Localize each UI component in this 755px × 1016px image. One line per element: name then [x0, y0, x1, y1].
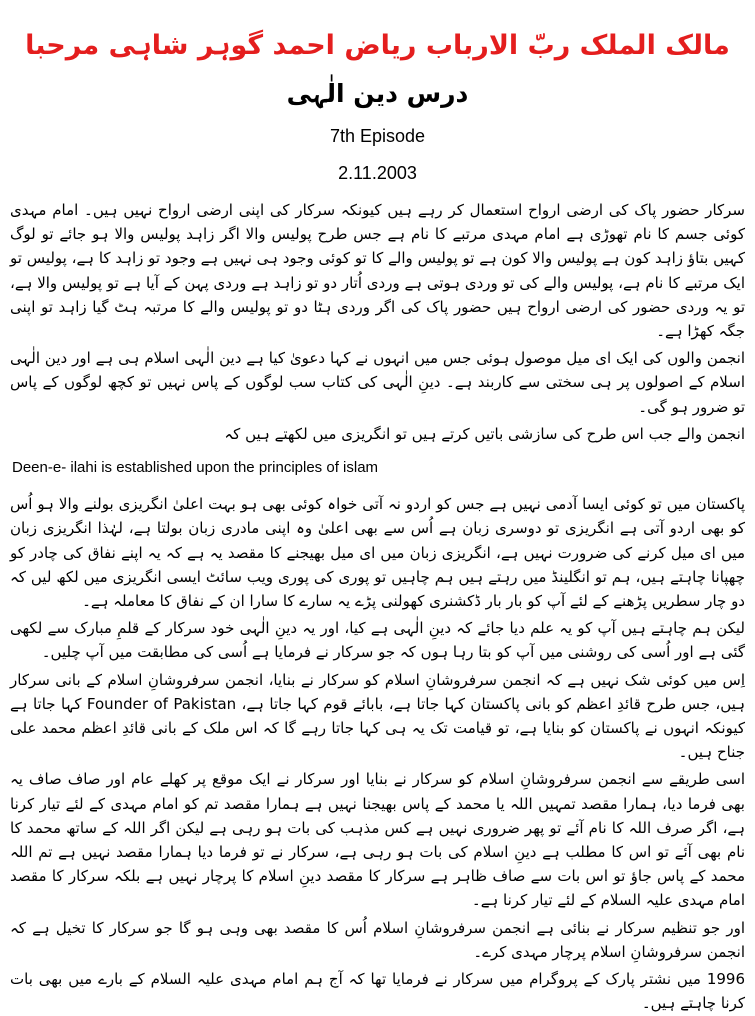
english-quote: Deen-e- ilahi is established upon the principles of islam: [12, 459, 379, 477]
paragraph: 1996 میں نشتر پارک کے پروگرام میں سرکار نے فرمایا تھا کہ آج ہم امام مہدی علیہ السلام کے بارے میں بھی بات کرنا چاہتے ہیں۔: [10, 970, 745, 1013]
paragraph: لیکن ہم چاہتے ہیں آپ کو یہ علم دیا جائے کہ دینِ الٰہی ہے کیا، اور یہ دینِ الٰہی خود سرکار کے قلمِ مبارک سے لکھی گئی ہے اور اُسی کی روشنی میں آپ کو بتا رہا ہوں کہ جو سرکار نے فرمایا ہے اُسی کی مطابقت میں آپ چلیں۔: [10, 619, 745, 662]
page-subtitle: درس دین الٰہی: [286, 79, 469, 108]
document-body: [10, 198, 745, 1016]
page-title: مالک الملک ربّ الارباب ریاض احمد گوہر شاہی مرحبا: [25, 30, 730, 61]
date-label: 2.11.2003: [338, 163, 417, 183]
paragraph: سرکار حضور پاک کی ارضی ارواح استعمال کر رہے ہیں کیونکہ سرکار کی اپنی ارضی ارواح نہیں ہیں۔ امام مہدی کوئی جسم کا نام تھوڑی ہے امام مہدی مرتبے کا نام ہے جس طرح پولیس والا اگر زاہد پولیس والا ہو جائے تو لوگ کہیں بتاؤ زاہد کون ہے پولیس والا کون ہے تو پولیس والے کا تو کوئی وجود ہی نہیں ہے وجود تو زاہد کا ہے، پولیس تو ایک مرتبے کا نام ہے، پولیس والے کی تو وردی ہوتی ہے وردی اُتار دو تو زاہد ہے وردی پہن کے آیا ہے تو پولیس والا ہے، تو یہ وردی حضور کی ارضی ارواح ہیں حضور پاک کی اگر وردی ہٹا دو تو پولیس والے کا مرتبہ ہٹ گیا زاہد تو اپنی جگہ کھڑا ہے۔: [10, 201, 745, 341]
paragraph: انجمن والوں کی ایک ای میل موصول ہوئی جس میں انہوں نے کہا دعویٰ کیا ہے دین الٰہی اسلام ہی ہے اور دین الٰہی اسلام کے اصولوں پر ہی سختی سے کاربند ہے۔ دینِ الٰہی کی کتاب سب لوگوں کے پاس نہیں تو کچھ لوگوں کے پاس تو ضرور ہو گی۔: [10, 349, 745, 416]
paragraph: پاکستان میں تو کوئی ایسا آدمی نہیں ہے جس کو اردو نہ آتی خواہ کوئی بھی ہو بہت اعلیٰ انگریزی بولنے والا ہو اُس کو بھی اردو آتی ہے انگریزی تو دوسری زبان ہے اُس سے بھی اعلیٰ وہ اپنی مادری زبان بولتا ہے، لہٰذا انگریزی زبان میں ای میل کرنے کی ضرورت نہیں ہے، انگریزی زبان میں ای میل بھیجنے کا مقصد یہ ہے کہ یہ اپنے نفاق کی چادر کو چھپانا چاہتے ہیں، ہم تو انگلینڈ میں رہتے ہیں ہم چاہیں تو پوری کی پوری ویب سائٹ ایسی انگریزی میں لکھ لیں کہ دو چار سطریں پڑھنے کے لئے آپ کو بار بار ڈکشنری کھولنی پڑے یہ سارے کا سارا ان کے نفاق کا معاملہ ہے۔: [10, 495, 745, 611]
paragraph: اسی طریقے سے انجمن سرفروشانِ اسلام کو سرکار نے بنایا اور سرکار نے ایک موقع پر کھلے عام اور صاف صاف یہ بھی فرما دیا، ہمارا مقصد تمہیں اللہ یا محمد کے پاس بھیجنا نہیں ہے ہمارا مقصد تم کو امام مہدی کے لئے تیار کرنا ہے، اگر صرف اللہ کا نام آئے تو پھر ضروری نہیں ہے کس مذہب کی بات ہو رہی ہے لیکن اگر اللہ کے ساتھ محمد کا نام بھی آئے تو اس کا مطلب ہے دینِ اسلام کی بات ہو رہی ہے، سرکار نے تو فرما دیا ہمارا مقصد نہیں ہے تم اللہ محمد کے پاس جاؤ تو اس بات سے صاف ظاہر ہے سرکار کا مقصد دینِ اسلام کا پرچار نہیں ہے بلکہ سرکار کا مقصد امام مہدی علیہ السلام کے لئے تیار کرنا ہے۔: [10, 770, 745, 910]
episode-label: 7th Episode: [329, 126, 426, 146]
paragraph: انجمن والے جب اس طرح کی سازشی باتیں کرتے ہیں تو انگریزی میں لکھتے ہیں کہ: [224, 424, 745, 443]
paragraph: اور جو تنظیم سرکار نے بنائی ہے انجمن سرفروشانِ اسلام اُس کا مقصد بھی وہی ہو گا جو سرکار کا تخیل ہے کہ انجمن سرفروشانِ اسلام پرچار مہدی کرے۔: [10, 918, 745, 961]
paragraph: اِس میں کوئی شک نہیں ہے کہ انجمن سرفروشانِ اسلام کو سرکار نے بنایا، انجمن سرفروشانِ اسلام کے بانی سرکار ہیں، جس طرح قائدِ اعظم کو بانی پاکستان کہا جاتا ہے، بابائے قوم کہا جاتا ہے، Founder of Pakistan کہا جاتا ہے کیونکہ انہوں نے پاکستان کو بنایا ہے، تو قیامت تک یہ ہی کہا جاتا رہے گا کہ اس ملک کے بانی قائدِ اعظم محمد علی جناح ہیں۔: [10, 670, 745, 762]
